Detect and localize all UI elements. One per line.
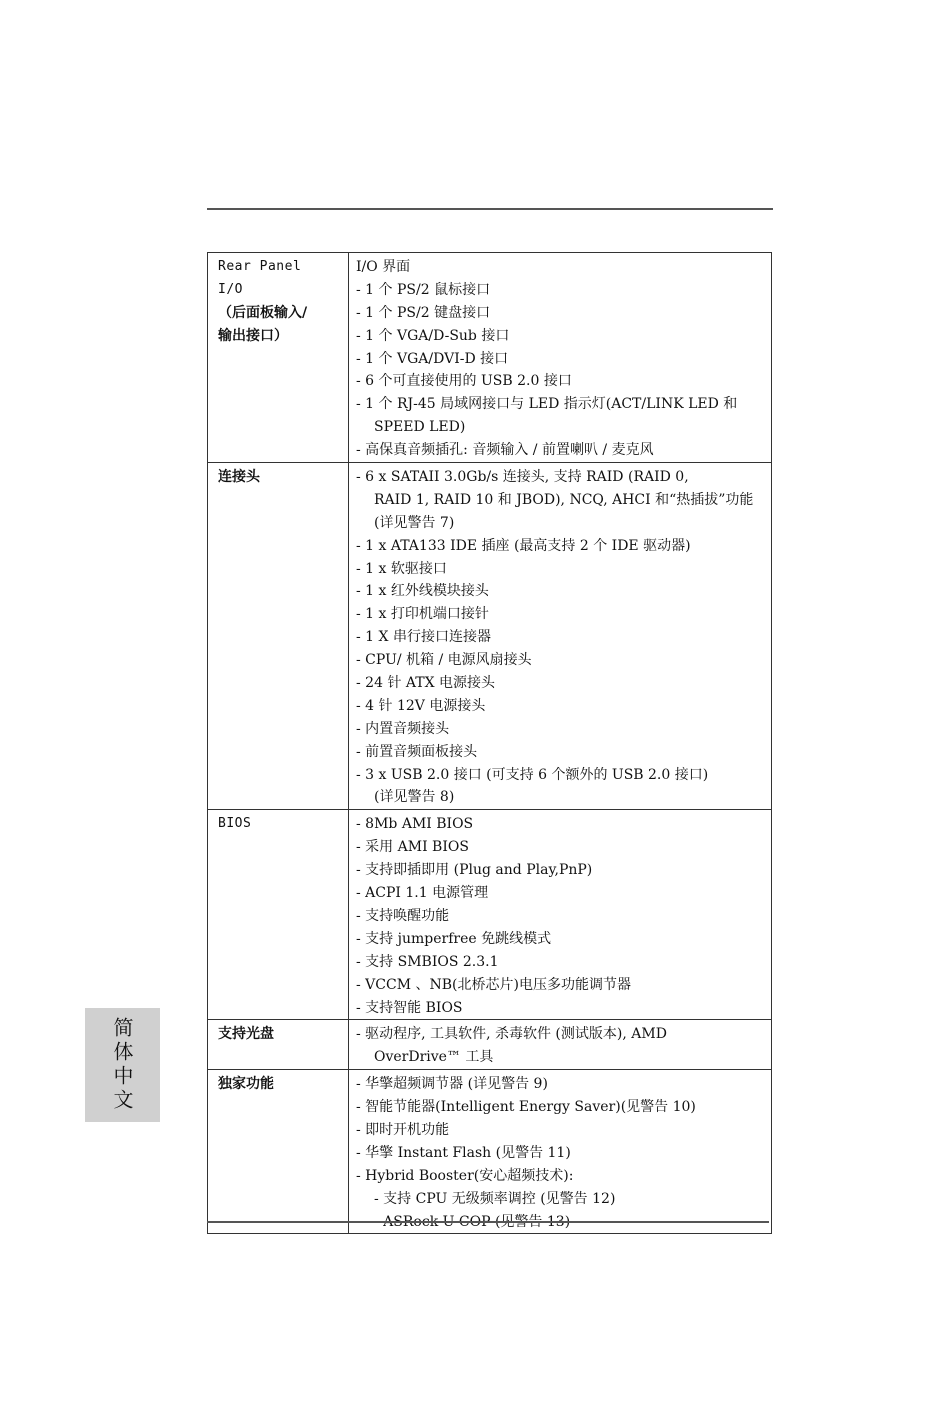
spec-label-line: Rear Panel — [218, 259, 302, 274]
top-rule — [207, 208, 773, 210]
spec-row-rear-panel-io — [208, 253, 772, 463]
bottom-rule — [207, 1221, 769, 1223]
spec-line: - 1 X 串行接口连接器 — [356, 629, 491, 646]
spec-line: - 8Mb AMI BIOS — [356, 816, 474, 833]
spec-line: - 支持 SMBIOS 2.3.1 — [356, 953, 499, 970]
spec-label-line: I/O — [218, 281, 243, 297]
spec-line: - 1 个 RJ-45 局域网接口与 LED 指示灯(ACT/LINK LED 和 — [356, 396, 738, 413]
spec-label-cell — [208, 253, 349, 463]
spec-label-line: 连接头 — [218, 469, 260, 486]
spec-label-cell — [208, 810, 349, 1020]
spec-label-cell — [208, 1070, 349, 1234]
spec-line: - 1 个 VGA/DVI-D 接口 — [356, 350, 509, 367]
spec-line: - 内置音频接头 — [356, 720, 450, 737]
spec-line: - 1 个 PS/2 鼠标接口 — [356, 281, 491, 298]
spec-label-line: 输出接口） — [218, 327, 288, 344]
spec-label-line: （后面板输入/ — [218, 304, 308, 321]
spec-line: - 采用 AMI BIOS — [356, 839, 469, 856]
spec-content-cell — [349, 1020, 772, 1070]
spec-label-cell — [208, 463, 349, 810]
spec-line: - 6 x SATAII 3.0Gb/s 连接头, 支持 RAID (RAID 0, — [356, 469, 689, 486]
spec-line: - 华擎 Instant Flash (见警告 11) — [356, 1144, 571, 1161]
spec-content-cell — [349, 1070, 772, 1234]
spec-label-line: 独家功能 — [218, 1076, 274, 1093]
spec-content-cell — [349, 463, 772, 810]
spec-line: - 华擎超频调节器 (详见警告 9) — [356, 1076, 548, 1093]
spec-line: - 3 x USB 2.0 接口 (可支持 6 个额外的 USB 2.0 接口) — [356, 766, 709, 783]
spec-line: - 即时开机功能 — [356, 1121, 450, 1138]
spec-content-cell — [349, 810, 772, 1020]
spec-line: I/O 界面 — [356, 259, 411, 275]
spec-line: - Hybrid Booster(安心超频技术): — [356, 1167, 574, 1184]
language-side-tab — [85, 1008, 160, 1122]
spec-line: - 1 个 PS/2 键盘接口 — [356, 304, 491, 321]
spec-line: RAID 1, RAID 10 和 JBOD), NCQ, AHCI 和“热插拔”功能 — [374, 491, 754, 508]
spec-line: - 1 个 VGA/D-Sub 接口 — [356, 327, 510, 344]
spec-row-bios — [208, 810, 772, 1020]
spec-label-line: BIOS — [218, 816, 252, 832]
spec-line: - 支持 CPU 无级频率调控 (见警告 12) — [374, 1190, 616, 1207]
spec-line: - 6 个可直接使用的 USB 2.0 接口 — [356, 373, 572, 390]
spec-row-support-cd — [208, 1020, 772, 1070]
spec-line: - 4 针 12V 电源接头 — [356, 697, 486, 714]
spec-content-cell — [349, 253, 772, 463]
spec-line: - VCCM 、NB(北桥芯片)电压多功能调节器 — [356, 976, 631, 993]
spec-row-connectors — [208, 463, 772, 810]
spec-line: - 支持 jumperfree 免跳线模式 — [356, 930, 552, 947]
spec-line: - 1 x 红外线模块接头 — [356, 583, 489, 600]
spec-line: OverDrive™ 工具 — [374, 1049, 494, 1066]
spec-line: (详见警告 8) — [374, 789, 455, 806]
spec-line: - CPU/ 机箱 / 电源风扇接头 — [356, 652, 532, 669]
spec-table — [207, 252, 772, 1234]
spec-line: - 24 针 ATX 电源接头 — [356, 675, 495, 692]
spec-line: - 1 x 软驱接口 — [356, 560, 447, 577]
spec-label-cell — [208, 1020, 349, 1070]
spec-line: (详见警告 7) — [374, 514, 455, 531]
spec-line: - 高保真音频插孔: 音频输入 / 前置喇叭 / 麦克风 — [356, 442, 654, 459]
spec-line: - ACPI 1.1 电源管理 — [356, 885, 489, 902]
spec-line: - 智能节能器(Intelligent Energy Saver)(见警告 10) — [356, 1099, 696, 1116]
spec-line: - 支持智能 BIOS — [356, 999, 463, 1016]
spec-line: SPEED LED) — [374, 419, 466, 436]
spec-line: - 前置音频面板接头 — [356, 743, 478, 760]
spec-line: - 驱动程序, 工具软件, 杀毒软件 (测试版本), AMD — [356, 1026, 667, 1043]
spec-label-line: 支持光盘 — [218, 1026, 274, 1043]
spec-line: - 支持即插即用 (Plug and Play,PnP) — [356, 862, 593, 879]
language-side-tab-label: 简体中文 — [110, 1017, 134, 1113]
spec-line: - ASRock U-COP (见警告 13) — [374, 1213, 571, 1230]
spec-line: - 支持唤醒功能 — [356, 907, 450, 924]
spec-line: - 1 x ATA133 IDE 插座 (最高支持 2 个 IDE 驱动器) — [356, 537, 691, 554]
spec-line: - 1 x 打印机端口接针 — [356, 606, 489, 623]
spec-row-unique-features — [208, 1070, 772, 1234]
